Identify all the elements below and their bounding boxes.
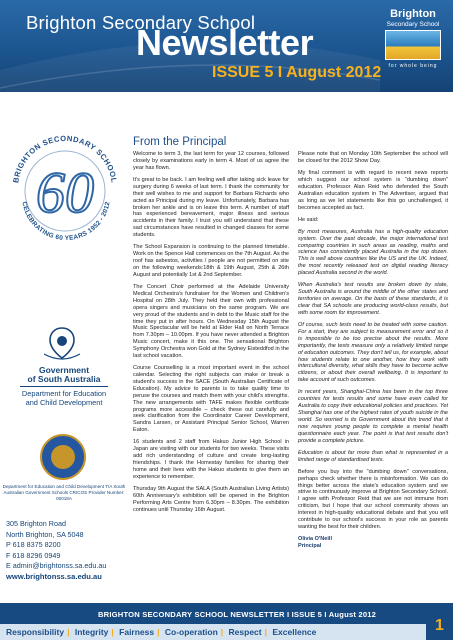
paragraph: Welcome to term 3, the last term for year 12 courses, followed closely by examinations early in term 4. Most of us agree the year has flown. [133,151,289,171]
school-address-block [6,519,128,583]
badge-celebrating-text: CELEBRATING 60 YEARS 1952 - 2012 [20,201,112,243]
separator: | [111,627,114,637]
article-column-1 [133,151,289,519]
address-street: 305 Brighton Road [6,519,66,528]
department-seal-icon [40,434,86,480]
quote-paragraph: By most measures, Australia has a high-quality education system. Over the past decade, the major international test comparing countries in such areas as reading, maths and science has consistently placed Australia in the top dozen. This is well above countries like the US and the UK. Indeed, the most recently released test on digital reading literacy placed Australia second in the world. [298,228,448,277]
department-line1: Department for Education [21,389,107,398]
logo-subname: Secondary School [386,21,440,28]
school-values [6,627,316,637]
paragraph: Please note that on Monday 10th September the school will be closed for the 2012 Show Day. [298,151,448,164]
address-email[interactable]: E admin@brightonss.sa.edu.au [6,561,107,571]
signature-name: Olivia O'Neill [298,536,332,543]
logo-tagline: for whole being [388,63,438,69]
sixty-years-badge [4,96,126,286]
page-number: 1 [426,611,453,640]
logo-landscape-image [385,30,441,60]
newsletter-footer [0,603,453,640]
address-fax: F 618 8296 0949 [6,550,61,560]
value-item: Responsibility [6,627,65,637]
separator: | [67,627,70,637]
separator: | [264,627,268,637]
school-logo [381,8,445,78]
government-department-block [0,366,128,407]
value-item: Co-operation [164,627,218,637]
address-suburb: North Brighton, SA 5048 [6,529,84,539]
paragraph: It's great to be back. I am feeling well after taking sick leave for surgery during 6 weeks of last term. I thank the community for their well wishes to me and support for Barbara Richards who acted as Principal during my leave. Unfortunately, Barbara has broken her ankle and is on leave this term. A number of staff has experienced bereavement, major illness and serious accidents in their family. I trust you will understand that these sad circumstances have resulted in changed classes for some students. [133,176,289,239]
quote-paragraph: Education is about far more than what is represented in a limited range of standardised tests. [298,449,448,463]
address-phone: P 618 8375 8200 [6,540,61,550]
paragraph: Course Counselling is a most important event in the school calendar. Selecting the right subjects can make or break a student's success in the SACE (South Australian Certificate of Education). My advice to parents is to take quality time to peruse the courses and match them with your child's strengths. The new arrangements with TAFE makes flexible certificate programs more accessible – check these out carefully and seek clarification from the Coordinator Career Development, Sandra Larsen, or Assistant Principal Senior School, Warren Eaton. [133,365,289,434]
badge-number: 60 [36,160,94,225]
paragraph: Thursday 9th August the SALA (South Australian Living Artists) 60th Anniversary's exhibition will be opened in the Brighton Performing Arts Centre from 6.30pm – 8.30pm. The exhibition continues until Thursday 16th August. [133,486,289,513]
government-line1: Government [38,365,90,375]
coat-of-arms-icon [40,324,84,364]
quote-paragraph: When Australia's test results are broken down by state, South Australia is around the middle of the other states and territories on average. On the basis of these standards, it is clear that SA schools are producing world-class results, but with some room for improvement. [298,282,448,316]
government-line2: of South Australia [27,374,101,384]
footer-title: BRIGHTON SECONDARY SCHOOL NEWSLETTER I ISSUE 5 I August 2012 [98,610,377,619]
article-column-2 [298,151,448,550]
quote-paragraph: Of course, such tests need to be treated with some caution. For a start, they are subject to measurement error and so it is impossible to be too precise about the results. More importantly, the tests measure only a relatively limited range of education outcomes. They don't tell us, for example, about how students relate to one another, how they work with intercultural diversity, what skills they have to become active citizens, or about their overall wellbeing. It is important to take account of such outcomes. [298,321,448,384]
paragraph: 16 students and 2 staff from Hakuo Junior High School in Japan are visiting with our students for two weeks. These visits add rich understanding of culture and create long-lasting friendships. I thank the Homestay families for sharing their home and their lives with the Hakuo students to give them an experience to remember. [133,439,289,480]
school-title: Brighton Secondary School [26,12,256,33]
separator: | [157,627,160,637]
divider [20,386,108,387]
paragraph: The School Expansion is continuing to the planned timetable. Work on the Spence Hall commences on the 7th August. As the roof has asbestos, activities / people are not permitted on site on the following weekends:18th & 19th August, 25th & 26th August and potentially 1st & 2nd September. [133,244,289,278]
badge-arc-text: BRIGHTON SECONDARY SCHOOL [11,133,119,184]
paragraph: He said: [298,216,319,223]
quote-paragraph: In recent years, Shanghai-China has been in the top three countries for tests results and some have even called for Australia to copy their educational policies and practices. Yet Shanghai has one of the highest rates of youth suicide in the world. So worried is its Government about this trend that it now requires young people to complete a mental health questionnaire each year. The point is that test results don't provide a complete picture. [298,389,448,444]
newsletter-title: Newsletter [136,22,314,63]
value-item: Respect [228,627,262,637]
signature-title: Principal [298,543,322,549]
seal-center [51,445,75,469]
issue-label: ISSUE 5 I August 2012 [212,64,382,81]
paragraph: Before you buy into the "dumbing down" conversations, perhaps check whether there is misinformation. We can do things better across the state's education system and we strive to continuously improve at Brighton Secondary School. I agree with Professor Reid that we are not immune from criticism, but I hope that our school community shows an interest in high-quality educational debate and that you will contribute to our school's success in your role as parents wanting the best for their children. [298,468,448,530]
logo-name: Brighton [390,8,436,20]
separator: | [220,627,224,637]
department-line2: and Child Development [25,398,103,407]
newsletter-header [0,0,453,92]
paragraph: My final comment is with regard to recent news reports which suggest our school system is "dumbing down" education. Professor Alan Reid who defended the South Australian education system in The Advertiser, argued that as long as we let statements like this go unchallenged, it becomes accepted as fact. [298,170,448,211]
article-heading: From the Principal [133,136,227,148]
value-item: Integrity [74,627,109,637]
paragraph: The Concert Choir performed at the Adelaide University Medical Orchestra's fundraiser for the Women and Children's Hospital on 28th July. They held their own with professional opera singers and musicians on the same program. We are very proud of the students and in debt to the Music staff for the time they put in after hours. On Wednesday 15th August the Music Spectacular will be held at Elder Hall on North Terrace from 7.30pm – 10.00pm. If you have never attended a Brighton Music concert, make it this one. The sensational Brighton Symphony Orchestra won Gold at the Sydney Eisteddfod in the last school vacation. [133,283,289,360]
value-item: Fairness [119,627,155,637]
value-item: Excellence [272,627,317,637]
department-small-text: Department for Education and Child Development T/A South Australian Government Schools CRICOS Provider Number: 00018A [2,484,126,501]
address-website[interactable]: www.brightonss.sa.edu.au [6,571,102,581]
